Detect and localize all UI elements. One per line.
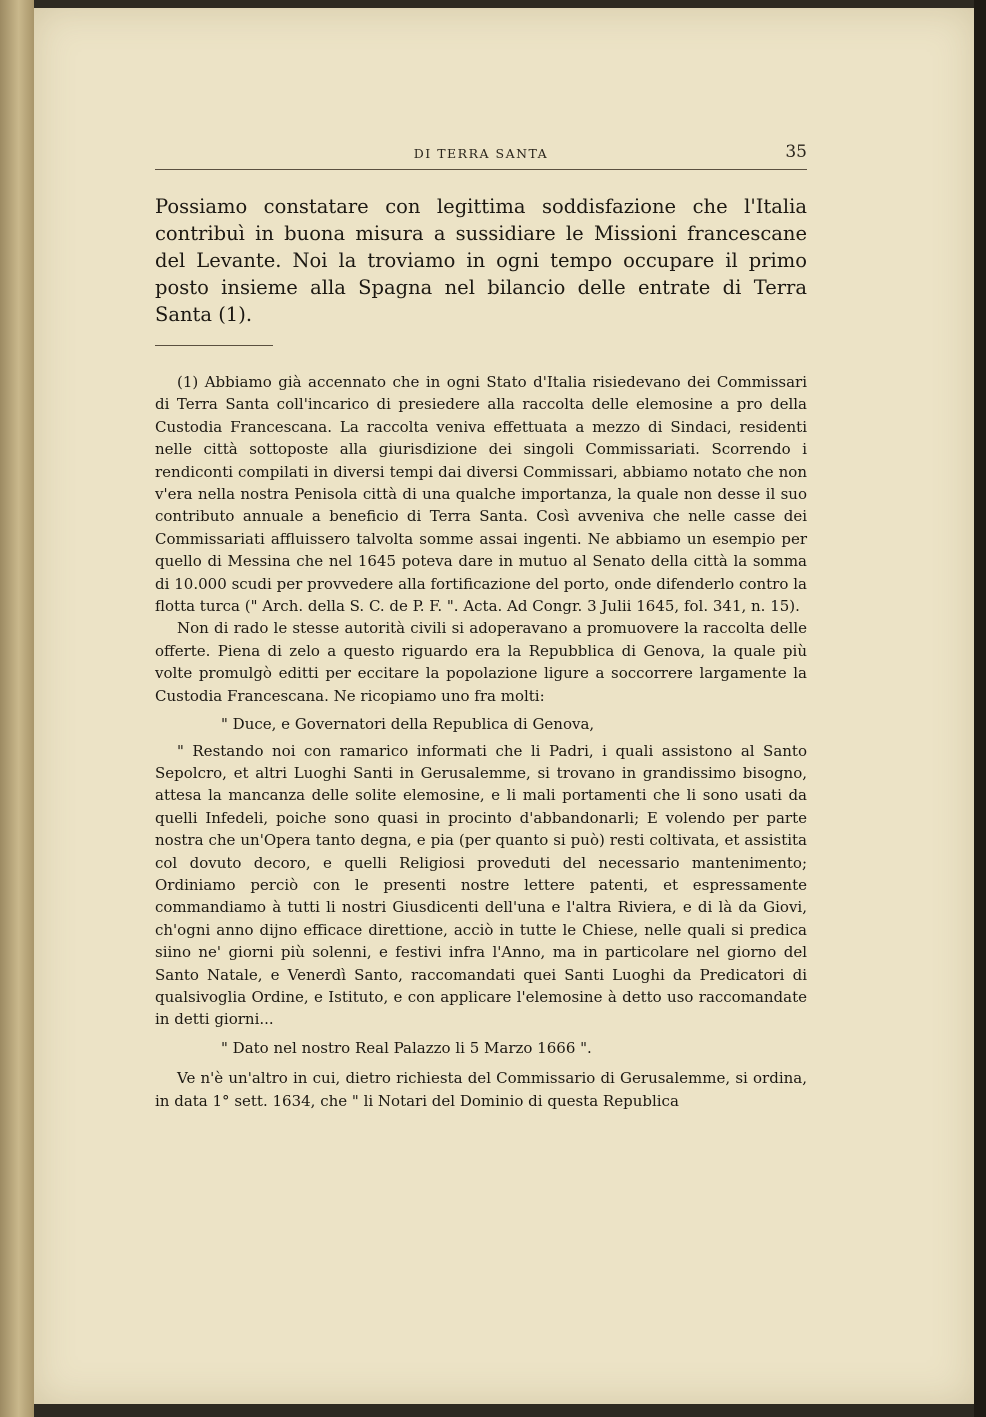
page-number: 35 xyxy=(785,142,807,162)
header-rule xyxy=(155,169,807,170)
edict-text: " Restando noi con ramarico informati che li Padri, i quali assistono al Santo Sepolcro, et altri Luoghi Santi in Gerusalemme, si trovano in grandissimo bisogno, attesa la mancanza delle solite elemosine, e li mali portamenti che li sono usati da quelli Infedeli, poiche sono quasi in procinto d'abbandonarli; E volendo per parte nostra che un'Opera tanto degna, e pia (per quanto si può) resti coltivata, et assistita col dovuto decoro, e quelli Religiosi proveduti del necessario mantenimento; Ordiniamo perciò con le presenti nostre lettere patenti, et espressamente commandiamo à tutti li nostri Giusdicenti dell'una e l'altra Riviera, e di là da Giovi, ch'ogni anno dijno efficace direttione, acciò in tutte le Chiese, nelle quali si predica siino ne' giorni più solenni, e festivi infra l'Anno, ma in particolare nel giorno del Santo Natale, e Venerdì Santo, raccomandati quei Santi Luoghi da Predicatori di qualsivoglia Ordine, e Istituto, e con applicare l'elemosine à detto uso raccomandate in detti giorni... xyxy=(155,741,807,1029)
footnote-block xyxy=(155,371,807,1112)
main-paragraph: Possiamo constatare con legittima soddisfazione che l'Italia contribuì in buona misura a sussidiare le Missioni francescane del Levante. Noi la troviamo in ogni tempo occupare il primo posto insieme alla Spagna nel bilancio delle entrate di Terra Santa (1). xyxy=(155,195,807,326)
page-header xyxy=(155,140,807,170)
footnote-paragraph-2: Non di rado le stesse autorità civili si adoperavano a promuovere la raccolta delle offerte. Piena di zelo a questo riguardo era la Repubblica di Genova, la quale più volte promulgò editti per eccitare la popolazione ligure a soccorrere largamente la Custodia Francescana. Ne ricopiamo uno fra molti: xyxy=(155,619,807,705)
running-head: DI TERRA SANTA xyxy=(413,146,549,161)
footnote-paragraph-1: (1) Abbiamo già accennato che in ogni Stato d'Italia risiedevano dei Commissari di Terra Santa coll'incarico di presiedere alla raccolta delle elemosine a pro della Custodia Francescana. La raccolta veniva effettuata a mezzo di Sindaci, residenti nelle città sottoposte alla giurisdizione dei singoli Commissariati. Scorrendo i rendiconti compilati in diversi tempi dai diversi Commissari, abbiamo notato che non v'era nella nostra Penisola città di una qualche importanza, la quale non desse il suo contributo annuale a beneficio di Terra Santa. Così avveniva che nelle casse dei Commissariati affluissero talvolta somme assai ingenti. Ne abbiamo un esempio per quello di Messina che nel 1645 poteva dare in mutuo al Senato della città la somma di 10.000 scudi per provvedere alla fortificazione del porto, onde difenderlo contro la flotta turca (" Arch. della S. C. de P. F. ". Acta. Ad Congr. 3 Julii 1645, fol. 341, n. 15). xyxy=(155,373,807,616)
edict-heading: " Duce, e Governatori della Republica di Genova, xyxy=(221,715,595,734)
footnote-paragraph-3: Ve n'è un'altro in cui, dietro richiesta del Commissario di Gerusalemme, si ordina, in data 1° sett. 1634, che " li Notari del Dominio di questa Republica xyxy=(155,1069,807,1110)
edict-date: " Dato nel nostro Real Palazzo li 5 Marzo 1666 ". xyxy=(221,1038,592,1057)
footnote-separator xyxy=(155,345,273,346)
scan-right-border xyxy=(974,0,986,1417)
left-page-edge xyxy=(0,0,34,1417)
